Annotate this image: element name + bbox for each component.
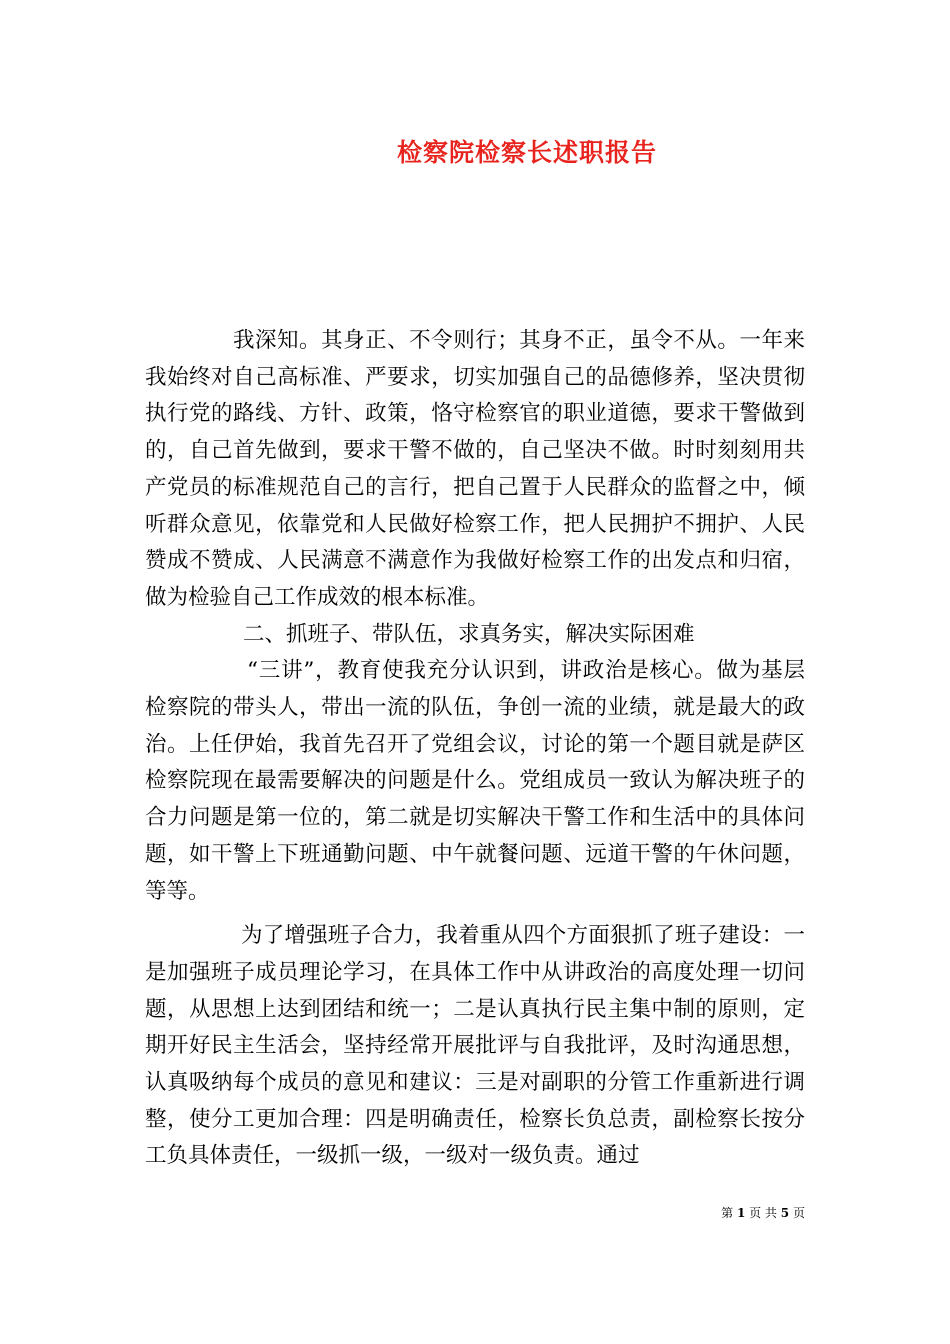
- paragraph-1: 我深知。其身正、不令则行；其身不正，虽令不从。一年来我始终对自己高标准、严要求，切实加强自己的品德修养，坚决贯彻执行党的路线、方针、政策，恪守检察官的职业道德，要求干警做到的，自己首先做到，要求干警不做的，自己坚决不做。时时刻刻用共产党员的标准规范自己的言行，把自己置于人民群众的监督之中，倾听群众意见，依靠党和人民做好检察工作，把人民拥护不拥护、人民赞成不赞成、人民满意不满意作为我做好检察工作的出发点和归宿，做为检验自己工作成效的根本标准。: [145, 328, 805, 610]
- document-title: 检察院检察长述职报告: [396, 138, 657, 167]
- paragraph-3: 为了增强班子合力，我着重从四个方面狠抓了班子建设：一是加强班子成员理论学习，在具体工作中从讲政治的高度处理一切问题，从思想上达到团结和统一；二是认真执行民主集中制的原则，定期开好民主生活会，坚持经常开展批评与自我批评，及时沟通思想，认真吸纳每个成员的意见和建议：三是对副职的分管工作重新进行调整，使分工更加合理：四是明确责任，检察长负总责，副检察长按分工负具体责任，一级抓一级，一级对一级负责。通过: [145, 923, 805, 1169]
- footer-total-pages: 5: [780, 1206, 790, 1220]
- footer-middle: 页 共: [749, 1206, 777, 1220]
- document-body: [145, 323, 805, 1175]
- section-heading-2: 二、抓班子、带队伍，求真务实，解决实际困难: [243, 621, 695, 647]
- footer-prefix: 第: [721, 1206, 734, 1220]
- footer-suffix: 页: [792, 1206, 805, 1220]
- page-footer: [721, 1204, 805, 1221]
- footer-page-number: 1: [736, 1206, 746, 1220]
- paragraph-2: “三讲”，教育使我充分认识到，讲政治是核心。做为基层检察院的带头人，带出一流的队伍，争创一流的业绩，就是最大的政治。上任伊始，我首先召开了党组会议，讨论的第一个题目就是萨区检察院现在最需要解决的问题是什么。党组成员一致认为解决班子的合力问题是第一位的，第二就是切实解决干警工作和生活中的具体问题，如干警上下班通勤问题、中午就餐问题、远道干警的午休问题，等等。: [145, 658, 805, 904]
